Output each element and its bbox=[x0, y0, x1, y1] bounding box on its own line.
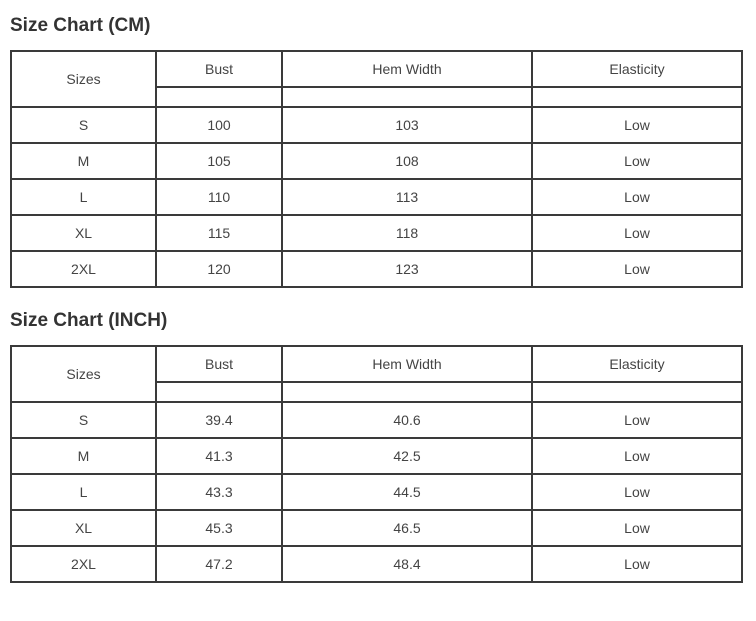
elasticity-cell: Low bbox=[532, 510, 742, 546]
hem-width-cell: 103 bbox=[282, 107, 532, 143]
table-row bbox=[11, 107, 742, 143]
empty-cell bbox=[532, 87, 742, 107]
elasticity-cell: Low bbox=[532, 107, 742, 143]
hem-width-header: Hem Width bbox=[282, 51, 532, 87]
elasticity-header: Elasticity bbox=[532, 346, 742, 382]
size-chart-inch-title: Size Chart (INCH) bbox=[10, 310, 168, 331]
hem-width-cell: 40.6 bbox=[282, 402, 532, 438]
size-cell: L bbox=[11, 179, 156, 215]
table-row bbox=[11, 143, 742, 179]
size-cell: 2XL bbox=[11, 251, 156, 287]
size-cell: M bbox=[11, 143, 156, 179]
elasticity-cell: Low bbox=[532, 438, 742, 474]
hem-width-cell: 113 bbox=[282, 179, 532, 215]
bust-cell: 43.3 bbox=[156, 474, 282, 510]
size-cell: 2XL bbox=[11, 546, 156, 582]
size-chart-cm-title: Size Chart (CM) bbox=[10, 15, 151, 36]
size-cell: XL bbox=[11, 215, 156, 251]
empty-cell bbox=[532, 382, 742, 402]
header-row bbox=[11, 51, 742, 87]
table-row bbox=[11, 215, 742, 251]
empty-cell bbox=[156, 87, 282, 107]
size-cell: M bbox=[11, 438, 156, 474]
empty-cell bbox=[282, 382, 532, 402]
bust-header: Bust bbox=[156, 51, 282, 87]
table-row bbox=[11, 179, 742, 215]
elasticity-cell: Low bbox=[532, 215, 742, 251]
hem-width-header: Hem Width bbox=[282, 346, 532, 382]
size-cell: XL bbox=[11, 510, 156, 546]
hem-width-cell: 108 bbox=[282, 143, 532, 179]
elasticity-cell: Low bbox=[532, 402, 742, 438]
sizes-header: Sizes bbox=[11, 51, 156, 107]
elasticity-cell: Low bbox=[532, 179, 742, 215]
bust-cell: 120 bbox=[156, 251, 282, 287]
elasticity-cell: Low bbox=[532, 143, 742, 179]
bust-cell: 47.2 bbox=[156, 546, 282, 582]
bust-cell: 45.3 bbox=[156, 510, 282, 546]
header-row bbox=[11, 346, 742, 382]
hem-width-cell: 46.5 bbox=[282, 510, 532, 546]
empty-cell bbox=[156, 382, 282, 402]
bust-header: Bust bbox=[156, 346, 282, 382]
bust-cell: 105 bbox=[156, 143, 282, 179]
table-row bbox=[11, 474, 742, 510]
bust-cell: 41.3 bbox=[156, 438, 282, 474]
table-row bbox=[11, 251, 742, 287]
bust-cell: 110 bbox=[156, 179, 282, 215]
sizes-header: Sizes bbox=[11, 346, 156, 402]
bust-cell: 115 bbox=[156, 215, 282, 251]
elasticity-cell: Low bbox=[532, 546, 742, 582]
elasticity-cell: Low bbox=[532, 251, 742, 287]
hem-width-cell: 48.4 bbox=[282, 546, 532, 582]
hem-width-cell: 42.5 bbox=[282, 438, 532, 474]
empty-cell bbox=[282, 87, 532, 107]
table-row bbox=[11, 510, 742, 546]
size-chart-inch-table bbox=[10, 345, 743, 583]
hem-width-cell: 118 bbox=[282, 215, 532, 251]
size-cell: S bbox=[11, 402, 156, 438]
bust-cell: 39.4 bbox=[156, 402, 282, 438]
size-chart-cm-table bbox=[10, 50, 743, 288]
elasticity-header: Elasticity bbox=[532, 51, 742, 87]
size-cell: S bbox=[11, 107, 156, 143]
bust-cell: 100 bbox=[156, 107, 282, 143]
table-row bbox=[11, 402, 742, 438]
hem-width-cell: 123 bbox=[282, 251, 532, 287]
table-row bbox=[11, 546, 742, 582]
size-cell: L bbox=[11, 474, 156, 510]
table-row bbox=[11, 438, 742, 474]
elasticity-cell: Low bbox=[532, 474, 742, 510]
hem-width-cell: 44.5 bbox=[282, 474, 532, 510]
